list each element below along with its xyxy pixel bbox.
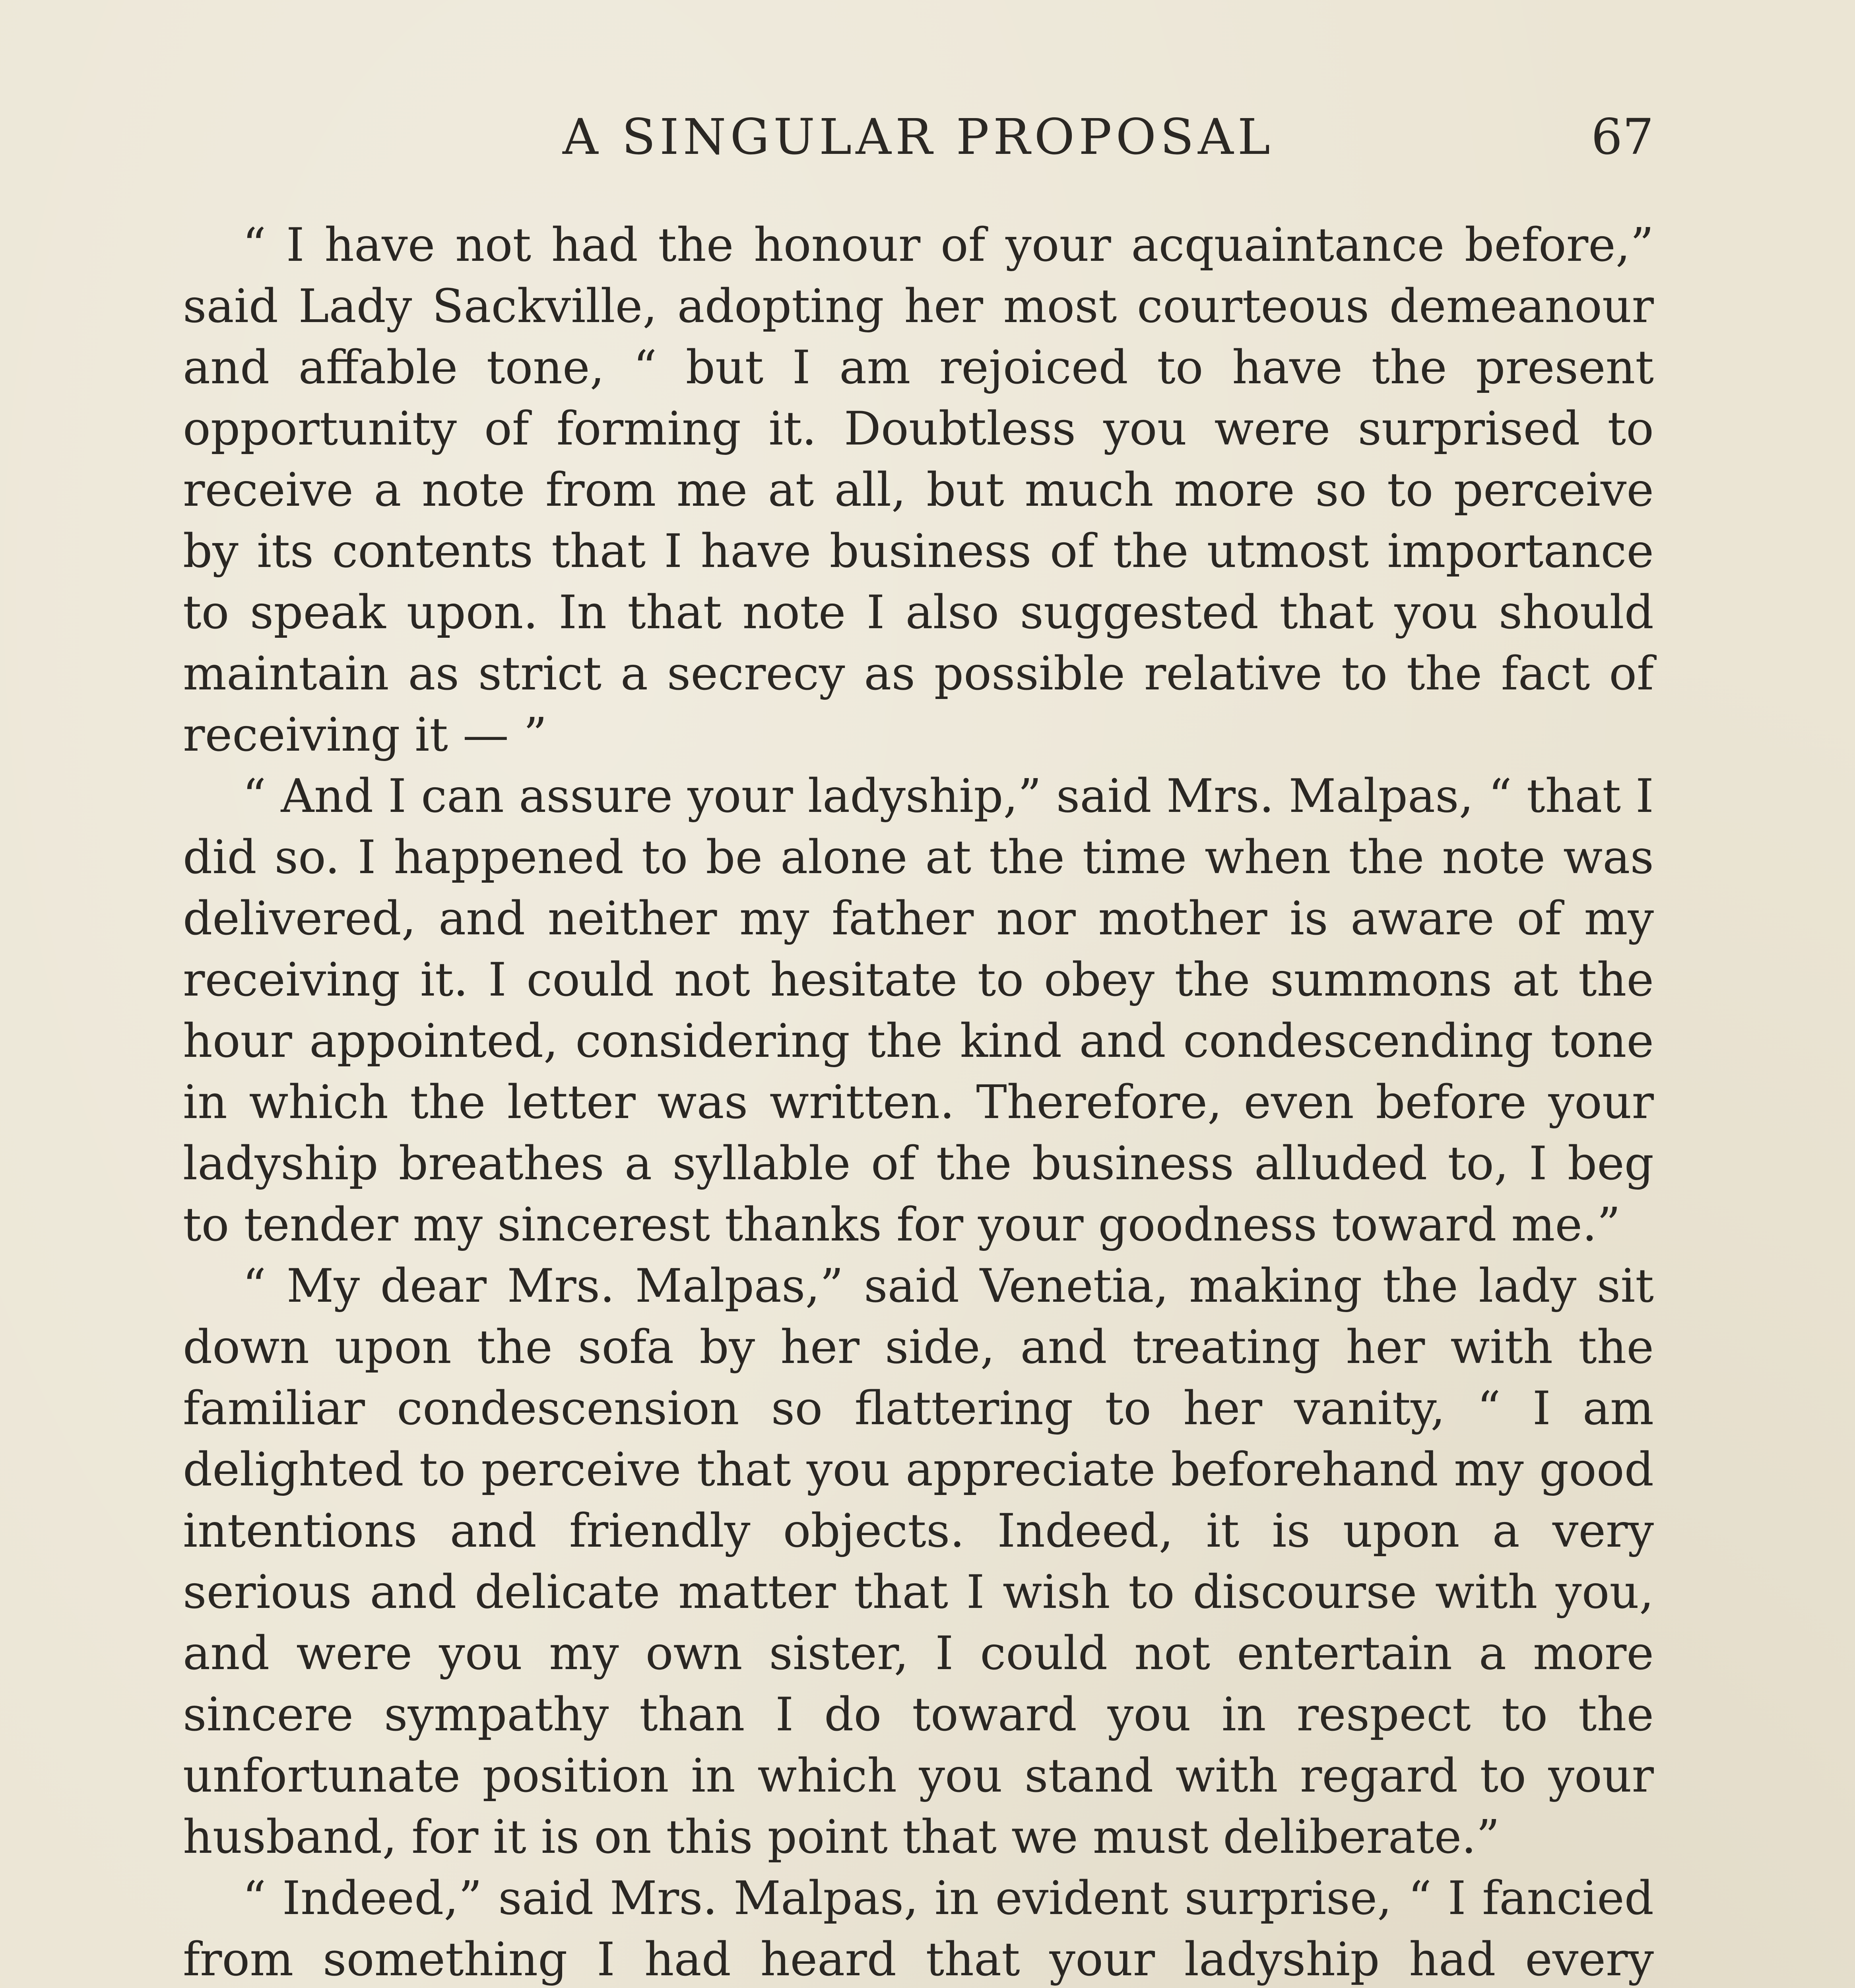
page-number: 67	[1591, 109, 1654, 166]
body-text	[183, 215, 1654, 1988]
page-header	[183, 105, 1654, 169]
paragraph-1: “ I have not had the honour of your acquaintance before,” said Lady Sackville, adopting her most courteous demeanour and affable tone, “ but I am rejoiced to have the present opportunity of forming it. Doubtless you were surprised to receive a note from me at all, but much more so to perceive by its contents that I have business of the utmost importance to speak upon. In that note I also suggested that you should maintain as strict a secrecy as possible relative to the fact of receiving it — ”	[183, 218, 1654, 762]
paragraph-3: “ My dear Mrs. Malpas,” said Venetia, making the lady sit down upon the sofa by her side, and treating her with the familiar condescension so flattering to her vanity, “ I am delighted to perceive that you appreciate beforehand my good intentions and friendly objects. Indeed, it is upon a very serious and delicate matter that I wish to discourse with you, and were you my own sister, I could not entertain a more sincere sympathy than I do toward you in respect to the unfortunate position in which you stand with regard to your husband, for it is on this point that we must deliberate.”	[183, 1259, 1654, 1864]
paragraph-2: “ And I can assure your ladyship,” said Mrs. Malpas, “ that I did so. I happened to be alone at the time when the note was delivered, and neither my father nor mother is aware of my receiving it. I could not hesitate to obey the summons at the hour appointed, considering the kind and condescending tone in which the letter was written. Therefore, even before your ladyship breathes a syllable of the business alluded to, I beg to tender my sincerest thanks for your goodness toward me.”	[183, 769, 1654, 1252]
running-title: A SINGULAR PROPOSAL	[562, 109, 1274, 166]
paragraph-4: “ Indeed,” said Mrs. Malpas, in evident surprise, “ I fancied from something I had heard that your ladyship had every	[183, 1872, 1654, 1986]
